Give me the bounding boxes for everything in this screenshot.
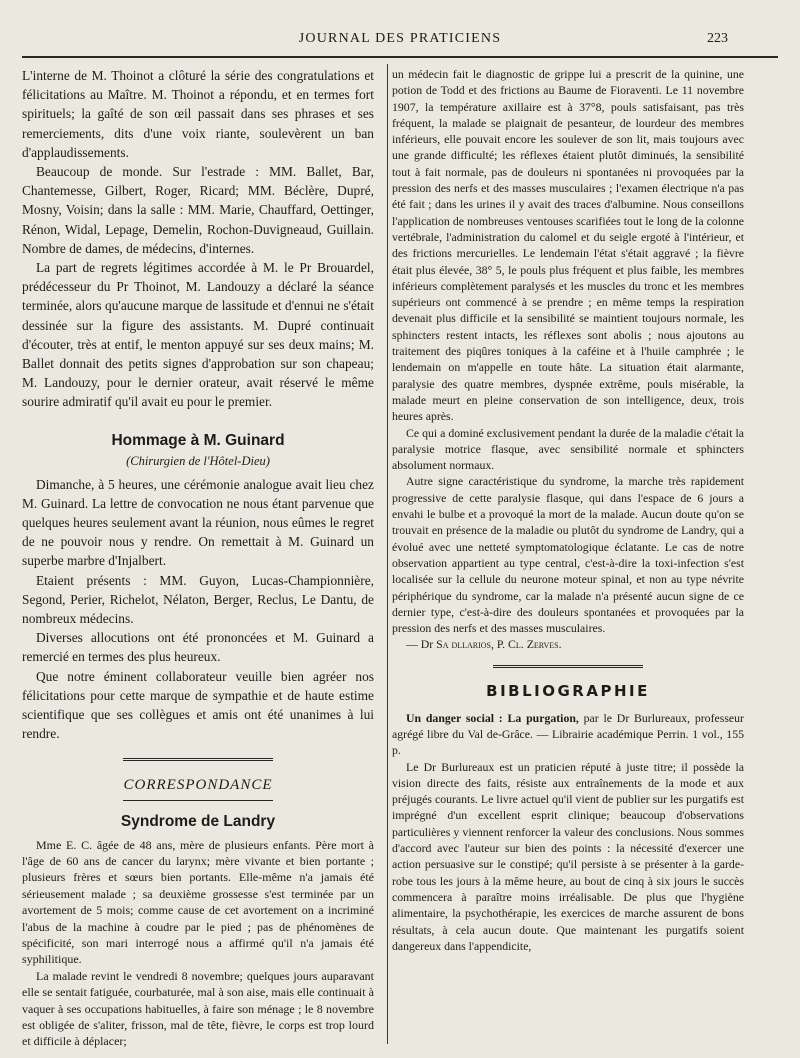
hommage-paragraph: Etaient présents : MM. Guyon, Lucas-Championnière, Segond, Perier, Richelot, Nélaton, Berger, Reclus, Le Dantu, de nombreux médecins.	[22, 572, 374, 627]
intro-paragraph: Beaucoup de monde. Sur l'estrade : MM. Ballet, Bar, Chantemesse, Gilbert, Roger, Ricard; MM. Béclère, Dupré, Mosny, Voisin; dans la salle : MM. Marie, Chauffard, Oettinger, Rénon, Widal, Lepage, Demelin, Rochon-Duvigneaud, Guillain. Nombre de dames, de médecins, d'internes.	[22, 164, 374, 256]
page-number: 223	[707, 31, 728, 46]
bibliographie-title: BIBLIOGRAPHIE	[486, 681, 650, 700]
column-divider	[387, 64, 388, 1044]
hommage-title: Hommage à M. Guinard	[111, 431, 285, 449]
observation-paragraph: un médecin fait le diagnostic de grippe lui a prescrit de la quinine, une potion de Todd et des frictions au Baume de Fioraventi. Le 11 novembre 1907, la température axillaire est à 37°8, pouls satisfaisant, pas très fréquent, la malade se plaignait de pesanteur, de lourdeur des membres inférieurs, elle pouvait encore les soulever de son lit, mais toujours avec une grande difficulté; les réflexes étaient plutôt diminués, la sensibilité tout à fait normale, pas de douleurs ni spontanées ni provoquées par la pression des nerfs et des masses musculaires ; l'examen électrique n'a pas été fait ; dans les urines il y avait des traces d'albumine. Nous conseillons l'application de nombreuses ventouses scarifiées tout le long de la colonne vertébrale, l'administration du calomel et du seigle ergoté à l'intérieur, et des frictions mercurielles. Le lendemain l'état s'était aggravé ; la fièvre était plus élevée, 38° 5, le pouls plus fréquent et plus faible, les membres inférieurs complètement paralysés et les muscles du tronc et les membres supérieurs ont commencé à se prendre ; en même temps la respiration devenait plus difficile et la sensibilité se maintient toujours normale, les sphincters restent intacts, les réflexes sont abolis ; nous ajoutons au traitement des piqûres toniques à la caféine et à l'huile camphrée ; le lendemain on m'appelle en toute hâte. La situation était alarmante, paralysie des quatre membres, dyspnée extrême, pouls misérable, la malade meurt en pleine conservation de son intelligence, deux, trois heures après.	[392, 67, 744, 424]
landry-title: Syndrome de Landry	[120, 812, 276, 830]
bibliographie-entry	[392, 710, 744, 759]
right-column	[392, 66, 744, 954]
book-title: Un danger social : La purgation,	[406, 710, 579, 725]
intro-paragraph: L'interne de M. Thoinot a clôturé la série des congratulations et félicitations au Maître. M. Thoinot a répondu, et en termes fort spirituels; la gaîté de son œil passait dans ses phrases et ses remerciements, dits d'une voix riante, soulevèrent un ban d'applaudissements.	[22, 68, 374, 160]
signature-names: Sa dllarios, P. Cl. Zerves.	[436, 637, 562, 652]
observation-paragraph: Autre signe caractéristique du syndrome, la marche très rapidement progressive de cette paralysie flasque, qui dans l'espace de 6 jours a envahi le bulbe et a provoqué la mort de la malade. Aucun doute qu'on se trouvait en présence de la maladie ou plutôt du syndrome de Landry, qui a évolué avec une netteté symptomatologique éclatante. Le cas de notre observation appartient au type central, c'est-à-dire la toxi-infection s'est localisée sur la cellule du neurone moteur spinal, et non au type névrite périphérique du syndrome, car la malade n'a présenté aucun signe de ce dernier type, c'est-à-dire des douleurs spontanées et provoquées par la pression des nerfs et des masses musculaires.	[392, 474, 744, 636]
signature-prefix: — Dr	[406, 637, 437, 652]
bibliographie-rule	[493, 665, 643, 670]
running-head	[0, 31, 800, 53]
header-rule	[22, 56, 778, 58]
intro-paragraph: La part de regrets légitimes accordée à M. le Pr Brouardel, prédécesseur du Pr Thoinot, M. Landouzy a déclaré la séance terminée, alors qu'aucune marque de lassitude et d'ennui ne s'était dessinée sur la figure des assistants. M. Dupré continuait d'écouter, très at entif, le menton appuyé sur ses deux mains; M. Ballet donnait des petits signes d'approbation sur son chapeau; M. Landouzy, pour le dernier orateur, avait réservé le même sourire admiratif qu'il avait eu pour le premier.	[22, 260, 374, 410]
signature	[392, 636, 744, 652]
correspondance-title: CORRESPONDANCE	[123, 776, 273, 793]
correspondance-paragraph: Mme E. C. âgée de 48 ans, mère de plusieurs enfants. Père mort à l'âge de 60 ans de cancer du larynx; mère vivante et bien portante ; plusieurs frères et sœurs bien portants. Elle-même n'a jamais été sérieusement malade ; sa deuxième grossesse s'est terminée par un avortement de 5 mois; comme cause de cet avortement on a incriminé l'abus de la machine à coudre par le pied ; pas de phénomènes de spécificité, son mari interrogé nous a affirmé qu'il n'a jamais été syphilitique.	[22, 837, 374, 967]
observation-paragraph: Ce qui a dominé exclusivement pendant la durée de la maladie c'était la paralysie motrice flasque, avec sensibilité normale et sphincters absolument normaux.	[392, 425, 744, 473]
hommage-paragraph: Dimanche, à 5 heures, une cérémonie analogue avait lieu chez M. Guinard. La lettre de convocation ne nous étant parvenue que quelques heures seulement avant la réunion, nous eûmes le regret de ne pouvoir nous y rendre. On remettait à M. Guinard un superbe marbre d'Injalbert.	[22, 476, 374, 569]
correspondance-body	[22, 837, 374, 1050]
journal-title: JOURNAL DES PRATICIENS	[298, 31, 502, 46]
hommage-paragraph: Diverses allocutions ont été prononcées et M. Guinard a remercié en termes des plus heureux.	[22, 630, 374, 665]
bibliographie-review: Le Dr Burlureaux est un praticien réputé à juste titre; il possède la vision directe des faits, résiste aux entraînements de la mode et aux préjugés courants. Le livre actuel qu'il vient de publier sur les purgatifs est imprégné d'un excellent esprit clinique; beaucoup d'observations particulières y viennent renforcer la valeur des conclusions. Nous sommes d'accord avec l'auteur sur bien des points : la nécessité d'exercer une action persuasive sur le constipé; qu'il persiste à se présenter à la garde-robe tous les jours à la même heure, au bout de cinq à six jours le succès commencera à paraître moins irréalisable. De plus que l'hygiène alimentaire, la psychothérapie, les exercices de marche assurent de bons résultats, à cela aucun doute. Que maintenant les purgatifs soient dangereux dans l'appendicite,	[392, 759, 744, 953]
correspondance-paragraph: La malade revint le vendredi 8 novembre; quelques jours auparavant elle se sentait fatiguée, courbaturée, mal à son aise, mais elle continuait à vaquer à ses occupations habituelles, à faire son ménage ; le 8 novembre est obligée de s'aliter, frisson, mal de tête, fièvre, le corps est trop lourd et difficile à déplacer;	[22, 968, 374, 1049]
book-details: par le Dr Burlureaux, professeur agrégé libre du Val de-Grâce. — Librairie académique Perrin. 1 vol., 155 p.	[392, 710, 744, 758]
correspondance-rule	[123, 800, 273, 801]
hommage-subtitle: (Chirurgien de l'Hôtel-Dieu)	[126, 453, 270, 468]
hommage-paragraph: Que notre éminent collaborateur veuille bien agréer nos félicitations pour cette marque de sympathie et de haute estime scientifique que ses collègues et amis ont été unanimes à lui rendre.	[22, 668, 374, 742]
section-divider	[123, 758, 273, 763]
left-column	[22, 66, 374, 1050]
